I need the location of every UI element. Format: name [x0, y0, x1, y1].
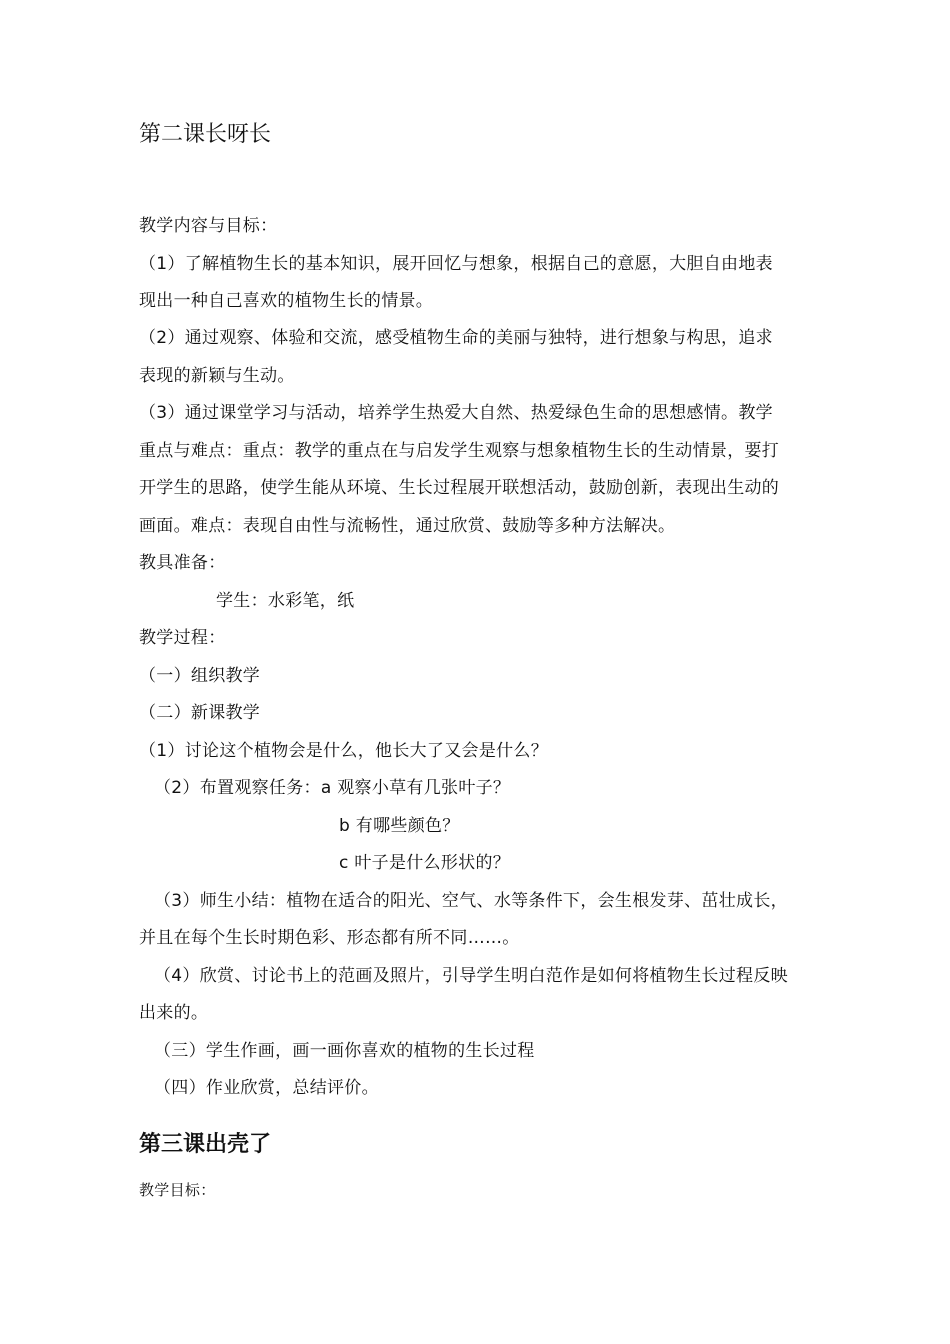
prep-heading: 教具准备： — [139, 553, 226, 573]
objective-2-line-2: 表现的新颖与生动。 — [139, 366, 295, 386]
step-1: （一）组织教学 — [139, 666, 261, 686]
lesson2-title: 第二课长呀长 — [139, 122, 272, 147]
summary-line-2: 并且在每个生长时期色彩、形态都有所不同……。 — [139, 928, 520, 948]
process-heading: 教学过程： — [139, 628, 226, 648]
objective-3-line-2: 重点与难点：重点：教学的重点在与启发学生观察与想象植物生长的生动情景，要打 — [139, 441, 780, 461]
summary-line-1: （3）师生小结：植物在适合的阳光、空气、水等条件下，会生根发芽、茁壮成长， — [154, 891, 788, 911]
objective-1-line-1: （1）了解植物生长的基本知识，展开回忆与想象，根据自己的意愿，大胆自由地表 — [139, 254, 773, 274]
objective-3-line-1: （3）通过课堂学习与活动，培养学生热爱大自然、热爱绿色生命的思想感情。教学 — [139, 403, 773, 423]
objective-3-line-3: 开学生的思路，使学生能从环境、生长过程展开联想活动，鼓励创新，表现出生动的 — [139, 478, 780, 498]
prep-student: 学生：水彩笔，纸 — [216, 591, 355, 611]
objective-1-line-2: 现出一种自己喜欢的植物生长的情景。 — [139, 291, 434, 311]
question-2c: c 叶子是什么形状的？ — [339, 853, 511, 873]
question-2b: b 有哪些颜色？ — [339, 816, 460, 836]
lesson3-objectives-heading: 教学目标： — [139, 1181, 216, 1199]
objective-3-line-4: 画面。难点：表现自由性与流畅性，通过欣赏、鼓励等多种方法解决。 — [139, 516, 676, 536]
step-4: （四）作业欣赏，总结评价。 — [154, 1078, 379, 1098]
appreciation-line-2: 出来的。 — [139, 1003, 209, 1023]
question-1: （1）讨论这个植物会是什么，他长大了又会是什么？ — [139, 741, 549, 761]
objective-2-line-1: （2）通过观察、体验和交流，感受植物生命的美丽与独特，进行想象与构思，追求 — [139, 328, 773, 348]
question-2: （2）布置观察任务：a 观察小草有几张叶子？ — [154, 778, 511, 798]
step-2: （二）新课教学 — [139, 703, 261, 723]
step-3: （三）学生作画，画一画你喜欢的植物的生长过程 — [154, 1041, 535, 1061]
lesson3-title: 第三课出壳了 — [139, 1132, 272, 1157]
appreciation-line-1: （4）欣赏、讨论书上的范画及照片，引导学生明白范作是如何将植物生长过程反映 — [154, 966, 788, 986]
objectives-heading: 教学内容与目标： — [139, 216, 278, 236]
